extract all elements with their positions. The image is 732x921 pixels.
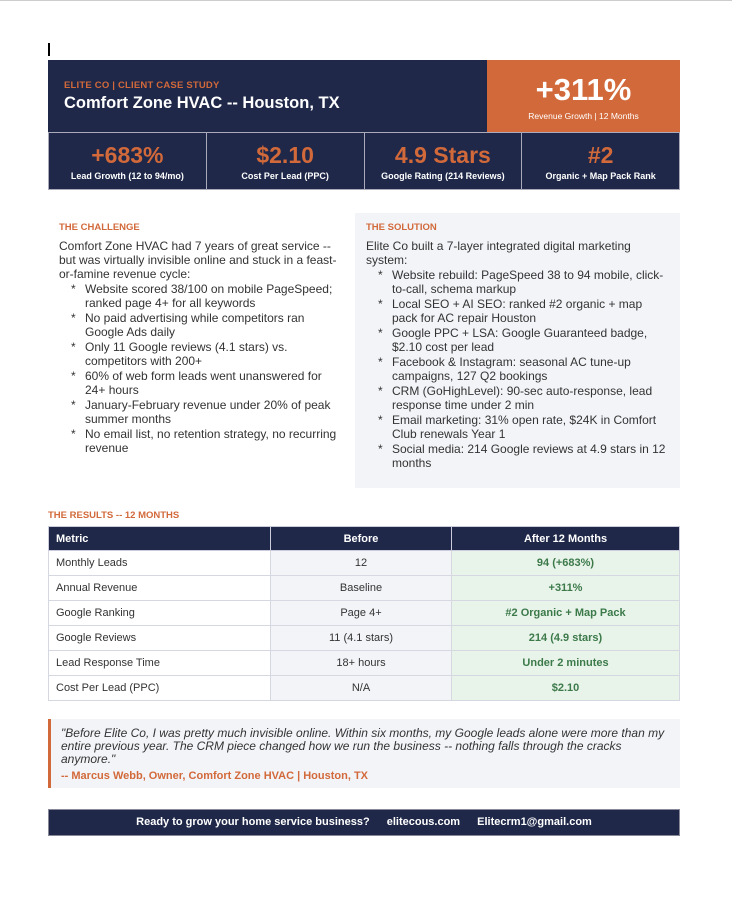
after-cell: 214 (4.9 stars) <box>452 626 680 651</box>
stat-lead-growth <box>49 133 207 189</box>
stat-value: #2 <box>587 142 614 168</box>
list-item: * Email marketing: 31% open rate, $24K in Comfort Club renewals Year 1 <box>378 413 669 441</box>
footer-website-link[interactable]: elitecous.com <box>386 816 461 828</box>
solution-list <box>378 268 669 470</box>
footer-email-link[interactable]: Elitecrm1@gmail.com <box>477 816 592 828</box>
list-item: * Website scored 38/100 on mobile PageSpeed; ranked page 4+ for all keywords <box>71 282 337 310</box>
before-cell: Baseline <box>271 576 452 601</box>
headline-value: +311% <box>535 72 632 107</box>
after-cell: 94 (+683%) <box>452 551 680 576</box>
text-cursor <box>48 43 50 56</box>
challenge-section <box>48 213 348 464</box>
testimonial-attribution: -- Marcus Webb, Owner, Comfort Zone HVAC | Houston, TX <box>61 770 369 782</box>
column-header: After 12 Months <box>452 527 680 551</box>
kicker: ELITE CO | CLIENT CASE STUDY <box>64 80 220 91</box>
testimonial <box>48 719 680 788</box>
testimonial-quote: "Before Elite Co, I was pretty much invisible online. Within six months, my Google leads alone were more than my entire previous year. The CRM piece changed how we run the business -- nothing falls through the cracks anymore." <box>61 726 665 766</box>
table-row <box>49 651 680 676</box>
after-cell: +311% <box>452 576 680 601</box>
metric-cell: Cost Per Lead (PPC) <box>49 676 271 701</box>
after-cell: Under 2 minutes <box>452 651 680 676</box>
stats-row <box>48 132 680 190</box>
table-row <box>49 676 680 701</box>
metric-cell: Google Reviews <box>49 626 271 651</box>
challenge-list <box>71 282 337 455</box>
footer-cta: Ready to grow your home service business? <box>136 816 370 828</box>
stat-value: 4.9 Stars <box>394 142 491 168</box>
metric-cell: Google Ranking <box>49 601 271 626</box>
header-banner <box>48 60 680 132</box>
list-item: * Google PPC + LSA: Google Guaranteed badge, $2.10 cost per lead <box>378 326 669 354</box>
challenge-heading: THE CHALLENGE <box>59 222 140 233</box>
table-header-row <box>49 527 680 551</box>
page-title: Comfort Zone HVAC -- Houston, TX <box>64 94 340 112</box>
table-row <box>49 551 680 576</box>
metric-cell: Monthly Leads <box>49 551 271 576</box>
list-item: * Social media: 214 Google reviews at 4.9 stars in 12 months <box>378 442 669 470</box>
list-item: * No paid advertising while competitors ran Google Ads daily <box>71 311 337 339</box>
headline-stat <box>487 60 680 132</box>
stat-value: +683% <box>91 142 164 168</box>
list-item: * Local SEO + AI SEO: ranked #2 organic + map pack for AC repair Houston <box>378 297 669 325</box>
results-heading: THE RESULTS -- 12 MONTHS <box>48 510 180 521</box>
before-cell: 18+ hours <box>271 651 452 676</box>
before-cell: 11 (4.1 stars) <box>271 626 452 651</box>
metric-cell: Lead Response Time <box>49 651 271 676</box>
stat-value: $2.10 <box>256 142 314 168</box>
stat-label: Cost Per Lead (PPC) <box>241 171 329 181</box>
stat-rank <box>522 133 679 189</box>
list-item: * No email list, no retention strategy, no recurring revenue <box>71 427 337 455</box>
table-row <box>49 576 680 601</box>
list-item: * January-February revenue under 20% of peak summer months <box>71 398 337 426</box>
solution-section <box>355 213 680 488</box>
column-header: Before <box>271 527 452 551</box>
before-cell: N/A <box>271 676 452 701</box>
after-cell: $2.10 <box>452 676 680 701</box>
stat-google-rating <box>365 133 523 189</box>
table-row <box>49 601 680 626</box>
list-item: * 60% of web form leads went unanswered for 24+ hours <box>71 369 337 397</box>
challenge-intro: Comfort Zone HVAC had 7 years of great service -- but was virtually invisible online and stuck in a feast-or-famine revenue cycle: <box>59 239 337 281</box>
stat-label: Organic + Map Pack Rank <box>545 171 656 181</box>
list-item: * Facebook & Instagram: seasonal AC tune-up campaigns, 127 Q2 bookings <box>378 355 669 383</box>
headline-label: Revenue Growth | 12 Months <box>528 111 639 121</box>
results-table <box>48 526 680 701</box>
list-item: * Website rebuild: PageSpeed 38 to 94 mobile, click-to-call, schema markup <box>378 268 669 296</box>
footer-cta-bar <box>48 809 680 836</box>
stat-label: Google Rating (214 Reviews) <box>381 171 505 181</box>
metric-cell: Annual Revenue <box>49 576 271 601</box>
after-cell: #2 Organic + Map Pack <box>452 601 680 626</box>
before-cell: Page 4+ <box>271 601 452 626</box>
solution-heading: THE SOLUTION <box>366 222 437 233</box>
stat-label: Lead Growth (12 to 94/mo) <box>70 171 184 181</box>
before-cell: 12 <box>271 551 452 576</box>
stat-cost-per-lead <box>207 133 365 189</box>
list-item: * CRM (GoHighLevel): 90-sec auto-response, lead response time under 2 min <box>378 384 669 412</box>
solution-intro: Elite Co built a 7-layer integrated digital marketing system: <box>366 239 631 267</box>
table-row <box>49 626 680 651</box>
column-header: Metric <box>49 527 271 551</box>
list-item: * Only 11 Google reviews (4.1 stars) vs. competitors with 200+ <box>71 340 337 368</box>
